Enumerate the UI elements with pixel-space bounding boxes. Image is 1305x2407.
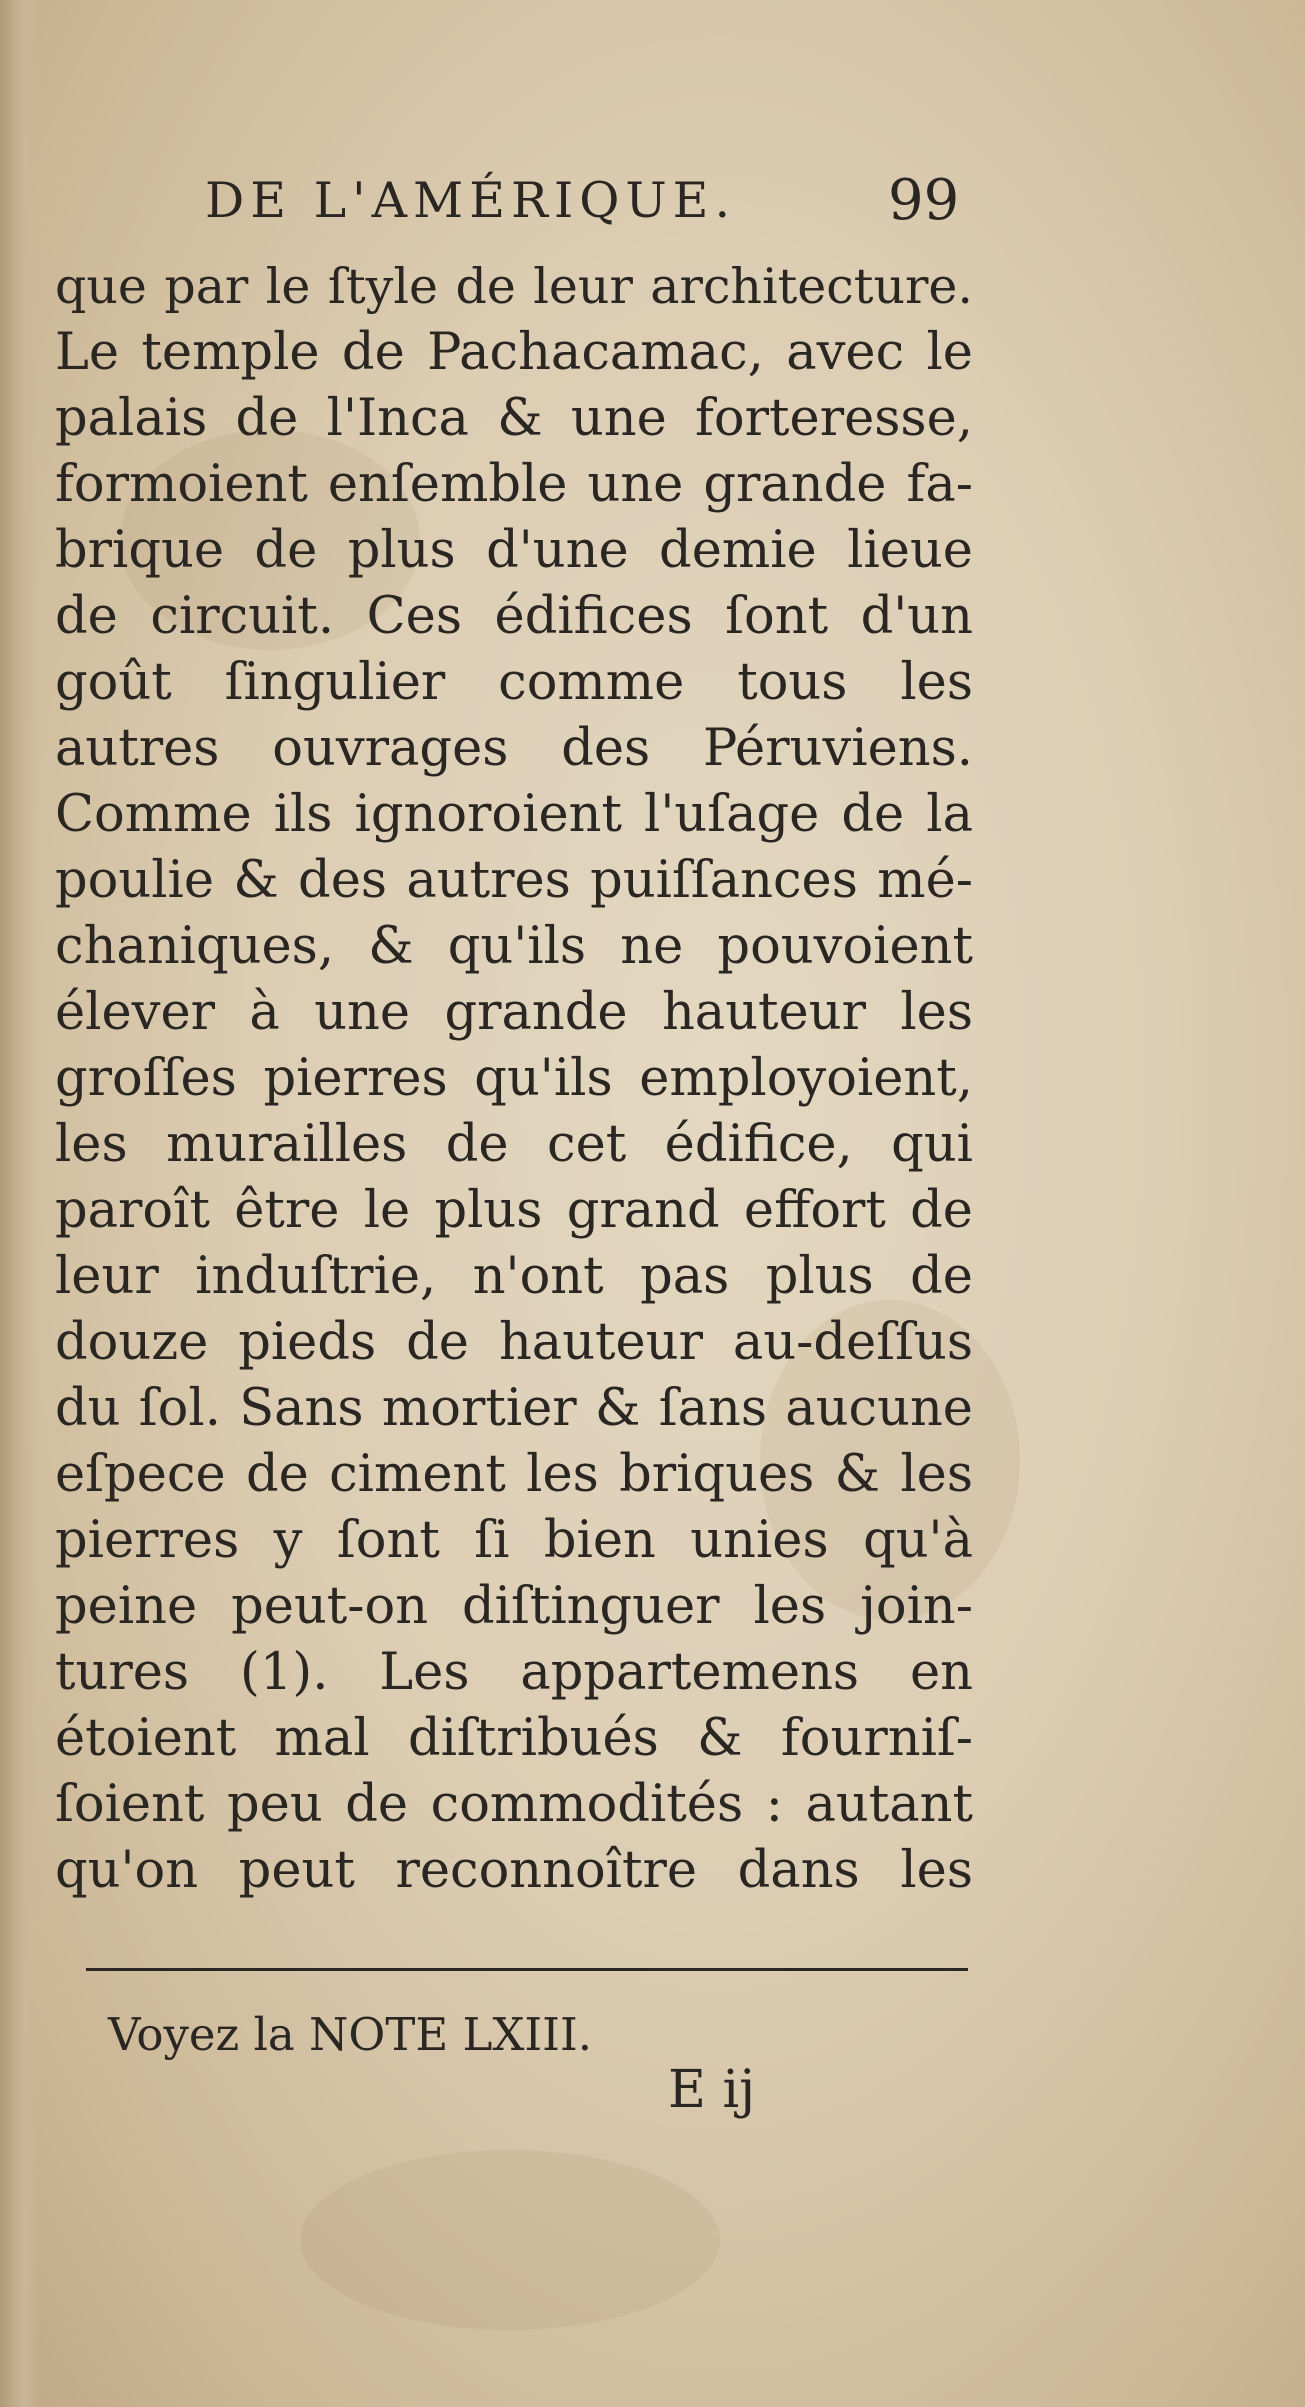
text-line: autres ouvrages des Péruviens. bbox=[55, 719, 973, 778]
text-line: pierres y ſont ſi bien unies qu'à bbox=[55, 1511, 973, 1570]
text-line: peine peut-on diſtinguer les join- bbox=[55, 1577, 973, 1636]
text-line: les murailles de cet édifice, qui bbox=[55, 1115, 973, 1174]
footnote: Voyez la NOTE LXIII. bbox=[108, 2008, 593, 2061]
text-line: chaniques, & qu'ils ne pouvoient bbox=[55, 917, 973, 976]
text-line: douze pieds de hauteur au-deſſus bbox=[55, 1313, 973, 1372]
text-line: leur induſtrie, n'ont pas plus de bbox=[55, 1247, 973, 1306]
text-line: ſoient peu de commodités : autant bbox=[55, 1775, 973, 1834]
text-line: groſſes pierres qu'ils employoient, bbox=[55, 1049, 973, 1108]
text-line: goût ſingulier comme tous les bbox=[55, 653, 973, 712]
paper-stain bbox=[300, 2150, 720, 2330]
text-line: brique de plus d'une demie lieue bbox=[55, 521, 973, 580]
signature-mark: E ij bbox=[668, 2060, 756, 2120]
text-line: de circuit. Ces édifices ſont d'un bbox=[55, 587, 973, 646]
text-line: poulie & des autres puiſſances mé- bbox=[55, 851, 973, 910]
page-number: 99 bbox=[888, 168, 960, 233]
text-line: Comme ils ignoroient l'uſage de la bbox=[55, 785, 973, 844]
text-line: tures (1). Les appartemens en bbox=[55, 1643, 973, 1702]
text-line: paroît être le plus grand effort de bbox=[55, 1181, 973, 1240]
body-text bbox=[55, 254, 973, 1904]
footnote-rule bbox=[86, 1968, 968, 1971]
text-line: formoient enſemble une grande fa- bbox=[55, 455, 973, 514]
page-gutter-shadow bbox=[0, 0, 40, 2407]
text-line: Le temple de Pachacamac, avec le bbox=[55, 323, 973, 382]
text-line: palais de l'Inca & une forteresse, bbox=[55, 389, 973, 448]
text-line: qu'on peut reconnoître dans les bbox=[55, 1841, 973, 1900]
text-line: du ſol. Sans mortier & ſans aucune bbox=[55, 1379, 973, 1438]
text-line: élever à une grande hauteur les bbox=[55, 983, 973, 1042]
text-line: eſpece de ciment les briques & les bbox=[55, 1445, 973, 1504]
text-line: que par le ſtyle de leur architecture. bbox=[55, 258, 973, 315]
running-head: DE L'AMÉRIQUE. bbox=[205, 172, 737, 229]
text-line: étoient mal diſtribués & fourniſ- bbox=[55, 1709, 973, 1768]
